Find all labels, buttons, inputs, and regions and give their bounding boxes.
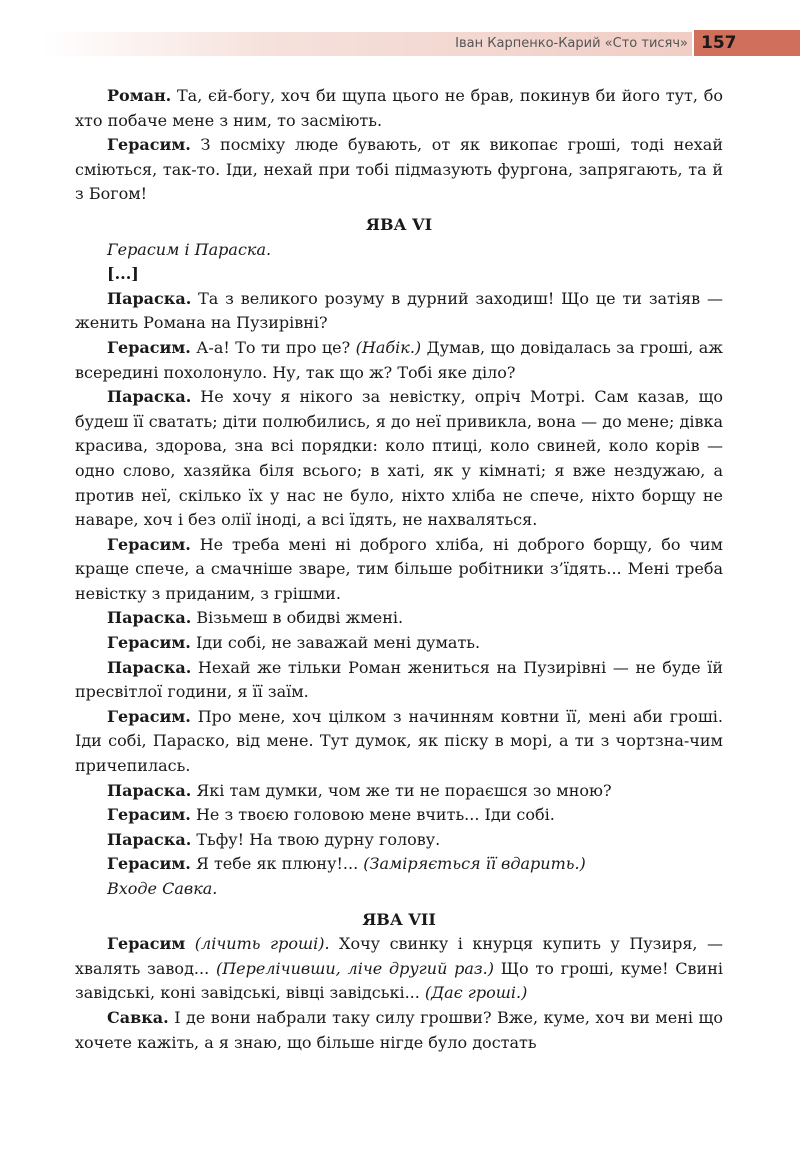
speaker-name: Герасим. bbox=[107, 337, 191, 357]
stage-remark: (лічить гроші). bbox=[185, 934, 330, 954]
stage-remark: (Дає гроші.) bbox=[424, 983, 528, 1003]
page-number: 157 bbox=[694, 30, 800, 56]
speaker-name: Параска. bbox=[107, 780, 192, 800]
paragraph bbox=[75, 1006, 723, 1055]
speech-text: Нехай же тільки Роман жениться на Пузирівні — не буде їй пресвітлої години, я її заїм. bbox=[75, 657, 723, 702]
speaker-name: Параска. bbox=[107, 657, 192, 677]
scene-heading: ЯВА VII bbox=[362, 909, 436, 929]
speech-text: Не хочу я нікого за невістку, опріч Мотрі. Сам казав, що будеш її сватать; діти полюбились, я до неї привикла, вона — до мене; дівка красива, здорова, зна всі порядки: коло птиці, коло свиней, коло корів — одно слово, хазяйка біля всього; в хаті, як у кімнаті; я вже нездужаю, а против неї, скілько їх у нас не було, ніхто хліба не спече, ніхто борщу не наваре, хоч і без олії іноді, а всі їдять, не нахваляться. bbox=[75, 387, 723, 530]
speech-text: Не з твоєю головою мене вчить... Іди собі. bbox=[190, 805, 555, 825]
speaker-name: Герасим. bbox=[107, 135, 191, 155]
page-body bbox=[75, 84, 723, 1055]
paragraph bbox=[75, 287, 723, 336]
paragraph bbox=[75, 932, 723, 1006]
speech-text: З посміху люде бувають, от як викопає гроші, тоді нехай сміються, так-то. Іди, нехай при тобі підмазують фургона, запрягають, та й з Богом! bbox=[75, 135, 723, 204]
speaker-name: Параска. bbox=[107, 387, 192, 407]
speaker-name: Герасим bbox=[107, 934, 186, 954]
paragraph bbox=[75, 133, 723, 207]
speaker-name: Герасим. bbox=[107, 633, 191, 653]
speech-text: А-а! То ти про це? bbox=[190, 337, 356, 357]
stage-remark: (Заміряється її вдарить.) bbox=[363, 854, 586, 874]
paragraph bbox=[75, 779, 723, 804]
speaker-name: Герасим. bbox=[107, 706, 191, 726]
paragraph bbox=[75, 336, 723, 385]
speech-text: Що то гроші, куме! Свині завідські, коні завідські, вівці завідські... bbox=[75, 958, 724, 1003]
paragraph bbox=[75, 533, 723, 607]
speaker-name: Параска. bbox=[107, 288, 192, 308]
omission-mark: [...] bbox=[107, 264, 139, 284]
speaker-name: Роман. bbox=[107, 86, 172, 105]
speaker-name: Герасим. bbox=[107, 854, 191, 874]
paragraph bbox=[75, 705, 723, 779]
speech-text: Думав, що довідалась за гроші, аж всередині похолонуло. Ну, так що ж? Тобі яке діло? bbox=[75, 337, 723, 382]
speaker-name: Герасим. bbox=[107, 534, 191, 554]
paragraph bbox=[75, 385, 723, 533]
speech-text: Про мене, хоч цілком з начинням ковтни її, мені аби гроші. Іди собі, Параско, від мене. Тут думок, як піску в морі, а ти з чортзна-чим причепилась. bbox=[75, 706, 723, 776]
speaker-name: Герасим. bbox=[107, 805, 191, 825]
stage-direction: Входе Савка. bbox=[107, 879, 218, 898]
stage-remark: (Набік.) bbox=[355, 337, 422, 357]
speech-text: Хочу свинку і кнурця купить у Пузиря, — хвалять завод... bbox=[75, 934, 723, 978]
scene-heading: ЯВА VI bbox=[365, 214, 433, 234]
speech-text: І де вони набрали таку силу грошви? Вже, куме, хоч ви мені що хочете кажіть, а я знаю, що більше нігде було достать bbox=[75, 1007, 723, 1052]
speech-text: Іди собі, не заважай мені думать. bbox=[190, 633, 481, 653]
paragraph bbox=[75, 803, 723, 828]
paragraph bbox=[75, 656, 723, 705]
running-header-title: Іван Карпенко-Карий «Сто тисяч» bbox=[455, 36, 688, 51]
paragraph bbox=[75, 631, 723, 656]
paragraph bbox=[75, 84, 723, 133]
speaker-name: Параска. bbox=[107, 608, 192, 628]
paragraph bbox=[75, 852, 723, 877]
speech-text: Я тебе як плюну!... bbox=[190, 854, 364, 874]
speech-text: Тьфу! На твою дурну голову. bbox=[191, 829, 441, 849]
stage-remark: (Перелічивши, ліче другий раз.) bbox=[215, 958, 494, 978]
speaker-name: Параска. bbox=[107, 829, 192, 849]
stage-direction: Герасим і Параска. bbox=[107, 239, 272, 259]
paragraph bbox=[75, 606, 723, 631]
speech-text: Та, єй-богу, хоч би щупа цього не брав, покинув би його тут, бо хто побаче мене з ним, то засміють. bbox=[75, 86, 723, 130]
speech-text: Та з великого розуму в дурний заходиш! Що це ти затіяв — женить Романа на Пузирівні? bbox=[75, 288, 723, 333]
paragraph bbox=[75, 828, 723, 853]
speaker-name: Савка. bbox=[107, 1007, 169, 1027]
speech-text: Візьмеш в обидві жмені. bbox=[191, 608, 404, 628]
speech-text: Які там думки, чом же ти не пораєшся зо мною? bbox=[191, 780, 612, 800]
speech-text: Не треба мені ні доброго хліба, ні доброго борщу, бо чим краще спече, а смачніше зваре, тим більше робітники з’їдять... Мені треба невістку з приданим, з грішми. bbox=[75, 534, 723, 603]
